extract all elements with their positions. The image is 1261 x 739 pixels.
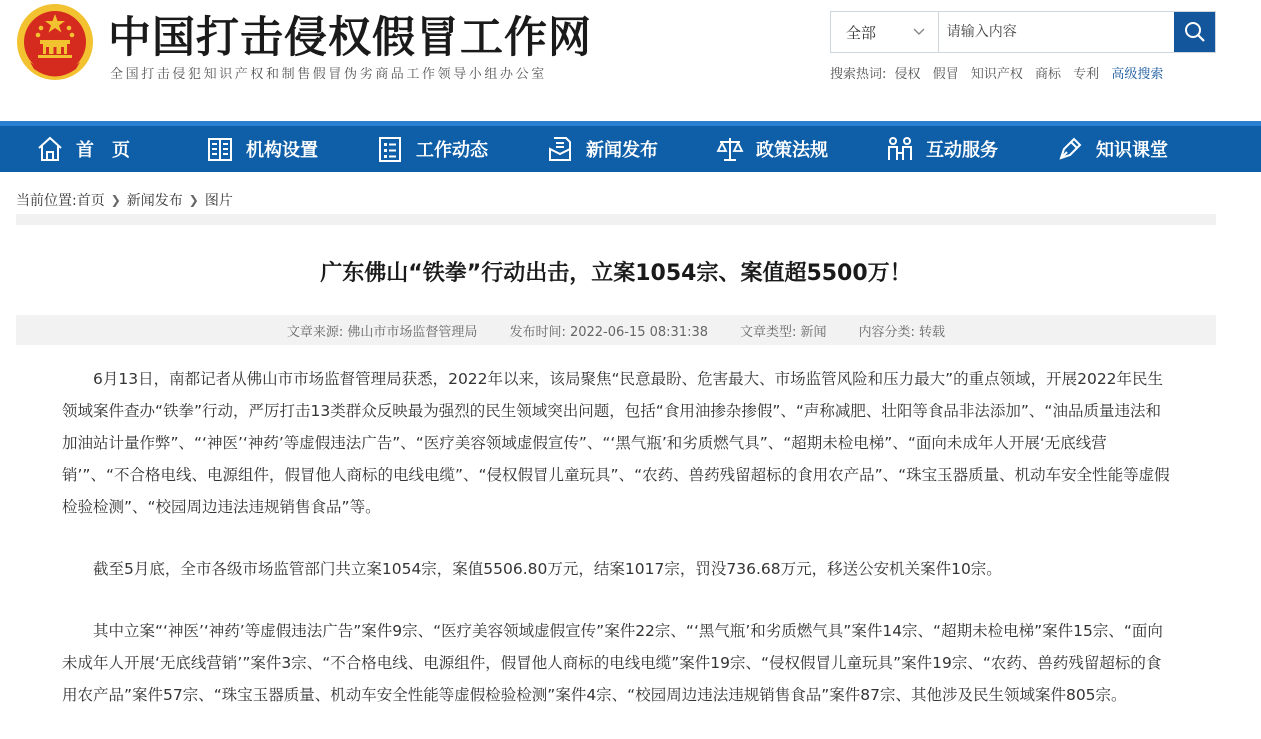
people-icon <box>886 135 914 163</box>
site-subtitle: 全国打击侵犯知识产权和制售假冒伪劣商品工作领导小组办公室 <box>110 67 547 82</box>
hot-search-label: 搜索热词: <box>830 67 887 82</box>
nav-item-label: 机构设置 <box>246 140 318 161</box>
article-body <box>62 363 1172 739</box>
hot-word-link[interactable]: 假冒 <box>932 67 959 82</box>
nav-item-label: 政策法规 <box>756 140 828 161</box>
home-icon <box>36 135 64 163</box>
divider <box>16 214 1216 225</box>
scales-icon <box>716 135 744 163</box>
search-bar <box>830 11 1216 53</box>
main-nav <box>0 121 1261 172</box>
hot-word-link[interactable]: 侵权 <box>894 67 921 82</box>
nav-item-label: 首 页 <box>76 140 130 161</box>
article-type: 文章类型: 新闻 <box>740 324 827 340</box>
advanced-search-link[interactable]: 高级搜索 <box>1111 67 1164 82</box>
article-publish-time: 发布时间: 2022-06-15 08:31:38 <box>509 324 709 340</box>
search-scope-value: 全部 <box>846 23 877 42</box>
nav-item-news-release[interactable] <box>532 126 702 172</box>
nav-item-label: 工作动态 <box>416 140 488 161</box>
chevron-down-icon <box>912 24 926 38</box>
hot-word-link[interactable]: 知识产权 <box>970 67 1023 82</box>
breadcrumb-item[interactable]: 图片 <box>204 193 233 209</box>
article-paragraph: 截至5月底，全市各级市场监管部门共立案1054宗，案值5506.80万元，结案1017宗，罚没736.68万元，移送公安机关案件10宗。 <box>93 560 1002 578</box>
article-meta <box>16 315 1216 345</box>
national-emblem-icon[interactable] <box>16 2 94 84</box>
breadcrumb-label: 当前位置: <box>16 193 77 209</box>
hot-word-link[interactable]: 商标 <box>1035 67 1062 82</box>
nav-item-work-news[interactable] <box>362 126 532 172</box>
article-category: 内容分类: 转载 <box>858 324 946 340</box>
nav-item-home[interactable] <box>22 126 192 172</box>
nav-item-organization[interactable] <box>192 126 362 172</box>
nav-item-label: 新闻发布 <box>586 140 658 161</box>
nav-item-knowledge[interactable] <box>1042 126 1212 172</box>
article-paragraph: 其中立案“‘神医’‘神药’等虚假违法广告”案件9宗、“医疗美容领域虚假宣传”案件22宗、“‘黑气瓶’和劣质燃气具”案件14宗、“超期未检电梯”案件15宗、“面向未成年人开展‘无底线营销’”案件3宗、“不合格电线、电源组件，假冒他人商标的电线电缆”案件19宗、“侵权假冒儿童玩具”案件19宗、“农药、兽药残留超标的食用农产品”案件57宗、“珠宝玉器质量、机动车安全性能等虚假检验检测”案件4宗、“校园周边违法违规销售食品”案件87宗、其他涉及民生领域案件805宗。 <box>62 622 1163 704</box>
hot-word-link[interactable]: 专利 <box>1073 67 1100 82</box>
document-list-icon <box>376 135 404 163</box>
article-title: 广东佛山“铁拳”行动出击，立案1054宗、案值超5500万！ <box>320 261 912 286</box>
search-button[interactable] <box>1174 12 1215 52</box>
article-paragraph: 6月13日，南都记者从佛山市市场监督管理局获悉，2022年以来，该局聚焦“民意最盼、危害最大、市场监管风险和压力最大”的重点领域，开展2022年民生领域案件查办“铁拳”行动，严厉打击13类群众反映最为强烈的民生领域突出问题，包括“食用油掺杂掺假”、“声称减肥、壮阳等食品非法添加”、“油品质量违法和加油站计量作弊”、“‘神医’‘神药’等虚假违法广告”、“医疗美容领域虚假宣传”、“‘黑气瓶’和劣质燃气具”、“超期未检电梯”、“面向未成年人开展‘无底线营销’”、“不合格电线、电源组件，假冒他人商标的电线电缆”、“侵权假冒儿童玩具”、“农药、兽药残留超标的食用农产品”、“珠宝玉器质量、机动车安全性能等虚假检验检测”、“校园周边违法违规销售食品”等。 <box>62 370 1170 516</box>
building-icon <box>206 135 234 163</box>
search-scope-select[interactable] <box>831 12 939 52</box>
breadcrumb-item[interactable]: 新闻发布 <box>126 193 183 209</box>
article-source: 文章来源: 佛山市市场监督管理局 <box>286 324 478 340</box>
nav-item-label: 互动服务 <box>926 140 998 161</box>
breadcrumb-item[interactable]: 首页 <box>76 193 105 209</box>
site-header <box>0 0 1261 121</box>
hot-search-words <box>830 63 1171 82</box>
search-input[interactable] <box>939 12 1174 52</box>
chevron-right-icon: ❯ <box>188 193 199 207</box>
breadcrumb <box>16 190 233 210</box>
pen-icon <box>1056 135 1084 163</box>
nav-item-label: 知识课堂 <box>1096 140 1168 161</box>
nav-item-interaction[interactable] <box>872 126 1042 172</box>
chevron-right-icon: ❯ <box>110 193 121 207</box>
search-icon <box>1184 21 1206 43</box>
news-icon <box>546 135 574 163</box>
nav-item-policy[interactable] <box>702 126 872 172</box>
site-title[interactable]: 中国打击侵权假冒工作网 <box>108 13 592 63</box>
